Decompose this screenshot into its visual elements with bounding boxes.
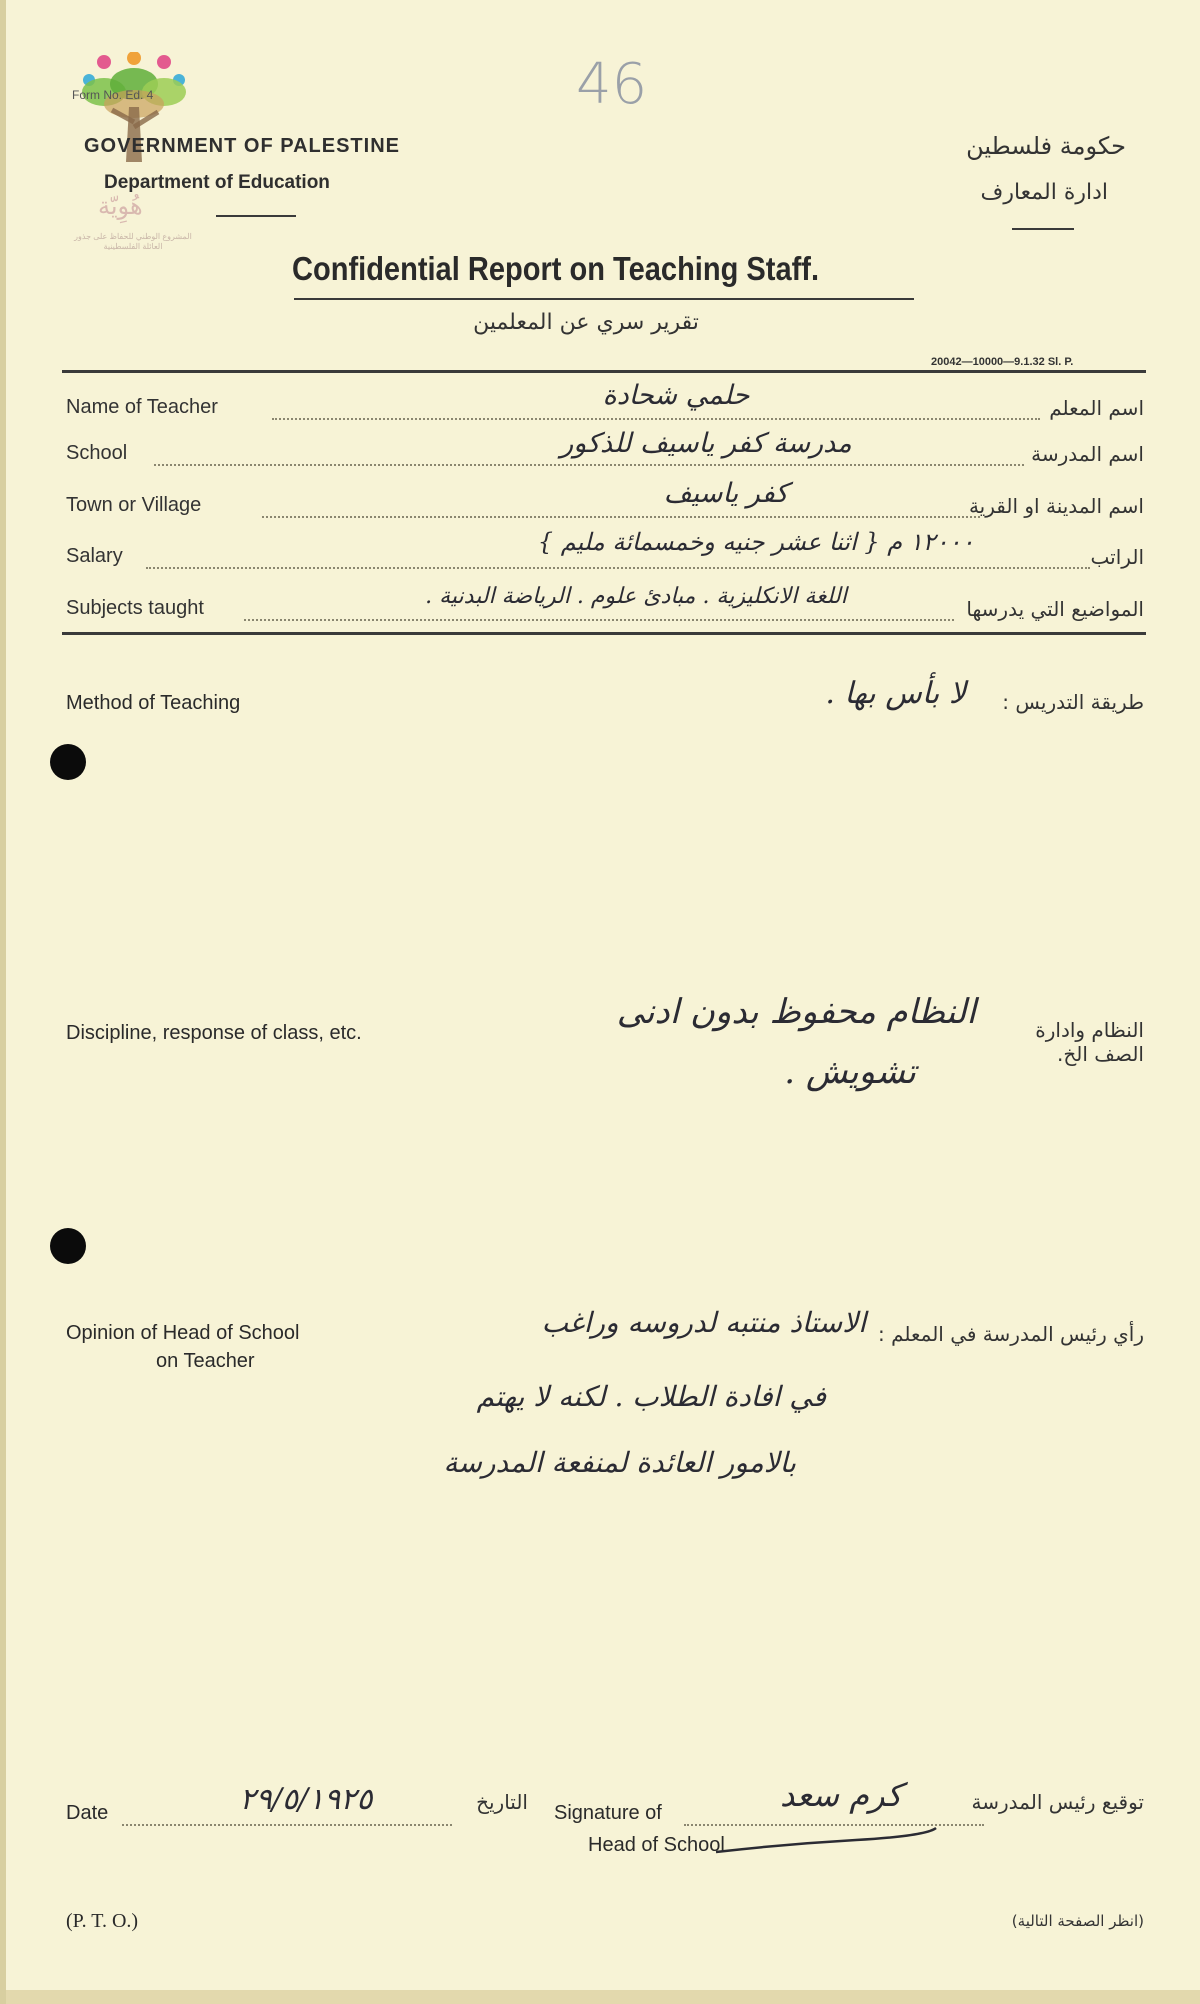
field-label: Name of Teacher xyxy=(66,396,218,418)
signature-label-line2: Head of School xyxy=(588,1834,725,1856)
document-title: Confidential Report on Teaching Staff. xyxy=(292,250,820,287)
title-underline xyxy=(294,298,914,300)
field-dots xyxy=(146,567,1090,569)
punch-hole-bottom xyxy=(50,1228,86,1264)
field-label: School xyxy=(66,442,128,464)
logo-caption: المشروع الوطني للحفاظ على جذور العائلة الفلسطينية xyxy=(74,232,192,251)
document-title-arabic: تقرير سري عن المعلمين xyxy=(473,310,699,335)
field-dots xyxy=(272,418,1040,420)
field-dots xyxy=(154,464,1024,466)
pto-label-arabic: (انظر الصفحة التالية) xyxy=(1011,1912,1144,1930)
bottom-border xyxy=(6,1990,1200,2004)
discipline-label-arabic: النظام وادارة الصف الخ. xyxy=(1035,1018,1144,1066)
department-heading: Department of Education xyxy=(104,172,330,193)
logo-text: هُوِيّة xyxy=(98,192,143,220)
header-underline-left xyxy=(216,215,296,217)
method-label-arabic: طريقة التدريس : xyxy=(1002,690,1144,714)
fields-bottom-rule xyxy=(62,632,1146,635)
government-heading: GOVERNMENT OF PALESTINE xyxy=(84,135,400,157)
date-label: Date xyxy=(66,1802,109,1824)
opinion-label-line2: on Teacher xyxy=(156,1350,255,1372)
field-dots xyxy=(244,619,954,621)
field-value: مدرسة كفر ياسيف للذكور xyxy=(560,428,852,459)
field-value: ١٢٠٠٠ م { اثنا عشر جنيه وخمسمائة مليم } xyxy=(537,528,975,556)
pto-label: (P. T. O.) xyxy=(66,1910,139,1932)
opinion-label-arabic: رأي رئيس المدرسة في المعلم : xyxy=(877,1322,1144,1346)
department-heading-arabic: ادارة المعارف xyxy=(980,180,1108,205)
fields-top-rule xyxy=(62,370,1146,373)
opinion-value-line2: في افادة الطلاب . لكنه لا يهتم xyxy=(476,1380,826,1413)
field-label-arabic: اسم المدرسة xyxy=(1031,442,1144,466)
page-number: 46 xyxy=(576,52,648,117)
government-heading-arabic: حكومة فلسطين xyxy=(966,132,1126,160)
field-label-arabic: الراتب xyxy=(1090,545,1144,569)
date-value: ٢٩/٥/١٩٢٥ xyxy=(239,1782,373,1817)
header-underline-right xyxy=(1012,228,1074,230)
date-label-arabic: التاريخ xyxy=(476,1790,528,1814)
field-dots xyxy=(262,516,980,518)
field-label-arabic: اسم المعلم xyxy=(1049,396,1144,420)
signature-label: Signature of xyxy=(554,1802,662,1824)
field-label: Subjects taught xyxy=(66,597,204,619)
field-value: كفر ياسيف xyxy=(663,478,789,509)
signature-stroke xyxy=(706,1822,946,1862)
opinion-value-line3: بالامور العائدة لمنفعة المدرسة xyxy=(443,1446,796,1479)
field-label-arabic: اسم المدينة او القرية xyxy=(968,494,1144,518)
opinion-label: Opinion of Head of School xyxy=(66,1322,300,1344)
field-value: حلمي شحادة xyxy=(602,380,750,411)
punch-hole-top xyxy=(50,744,86,780)
form-number: Form No. Ed. 4 xyxy=(72,88,154,102)
field-label-arabic: المواضيع التي يدرسها xyxy=(966,597,1144,621)
method-label: Method of Teaching xyxy=(66,692,241,714)
opinion-value-line1: الاستاذ منتبه لدروسه وراغب xyxy=(541,1306,866,1339)
discipline-value-line1: النظام محفوظ بدون ادنى xyxy=(616,992,976,1032)
date-dots xyxy=(122,1824,452,1826)
discipline-label: Discipline, response of class, etc. xyxy=(66,1022,362,1044)
field-label: Salary xyxy=(66,545,123,567)
signature-value: كرم سعد xyxy=(780,1776,902,1814)
method-value: لا بأس بها . xyxy=(825,676,966,711)
signature-label-arabic: توقيع رئيس المدرسة xyxy=(971,1790,1144,1814)
field-label: Town or Village xyxy=(66,494,202,516)
print-code: 20042—10000—9.1.32 Sl. P. xyxy=(931,356,1074,368)
family-tree-icon xyxy=(74,52,194,182)
discipline-value-line2: تشويش . xyxy=(784,1052,916,1092)
field-value: اللغة الانكليزية . مبادئ علوم . الرياضة البدنية . xyxy=(425,584,847,609)
